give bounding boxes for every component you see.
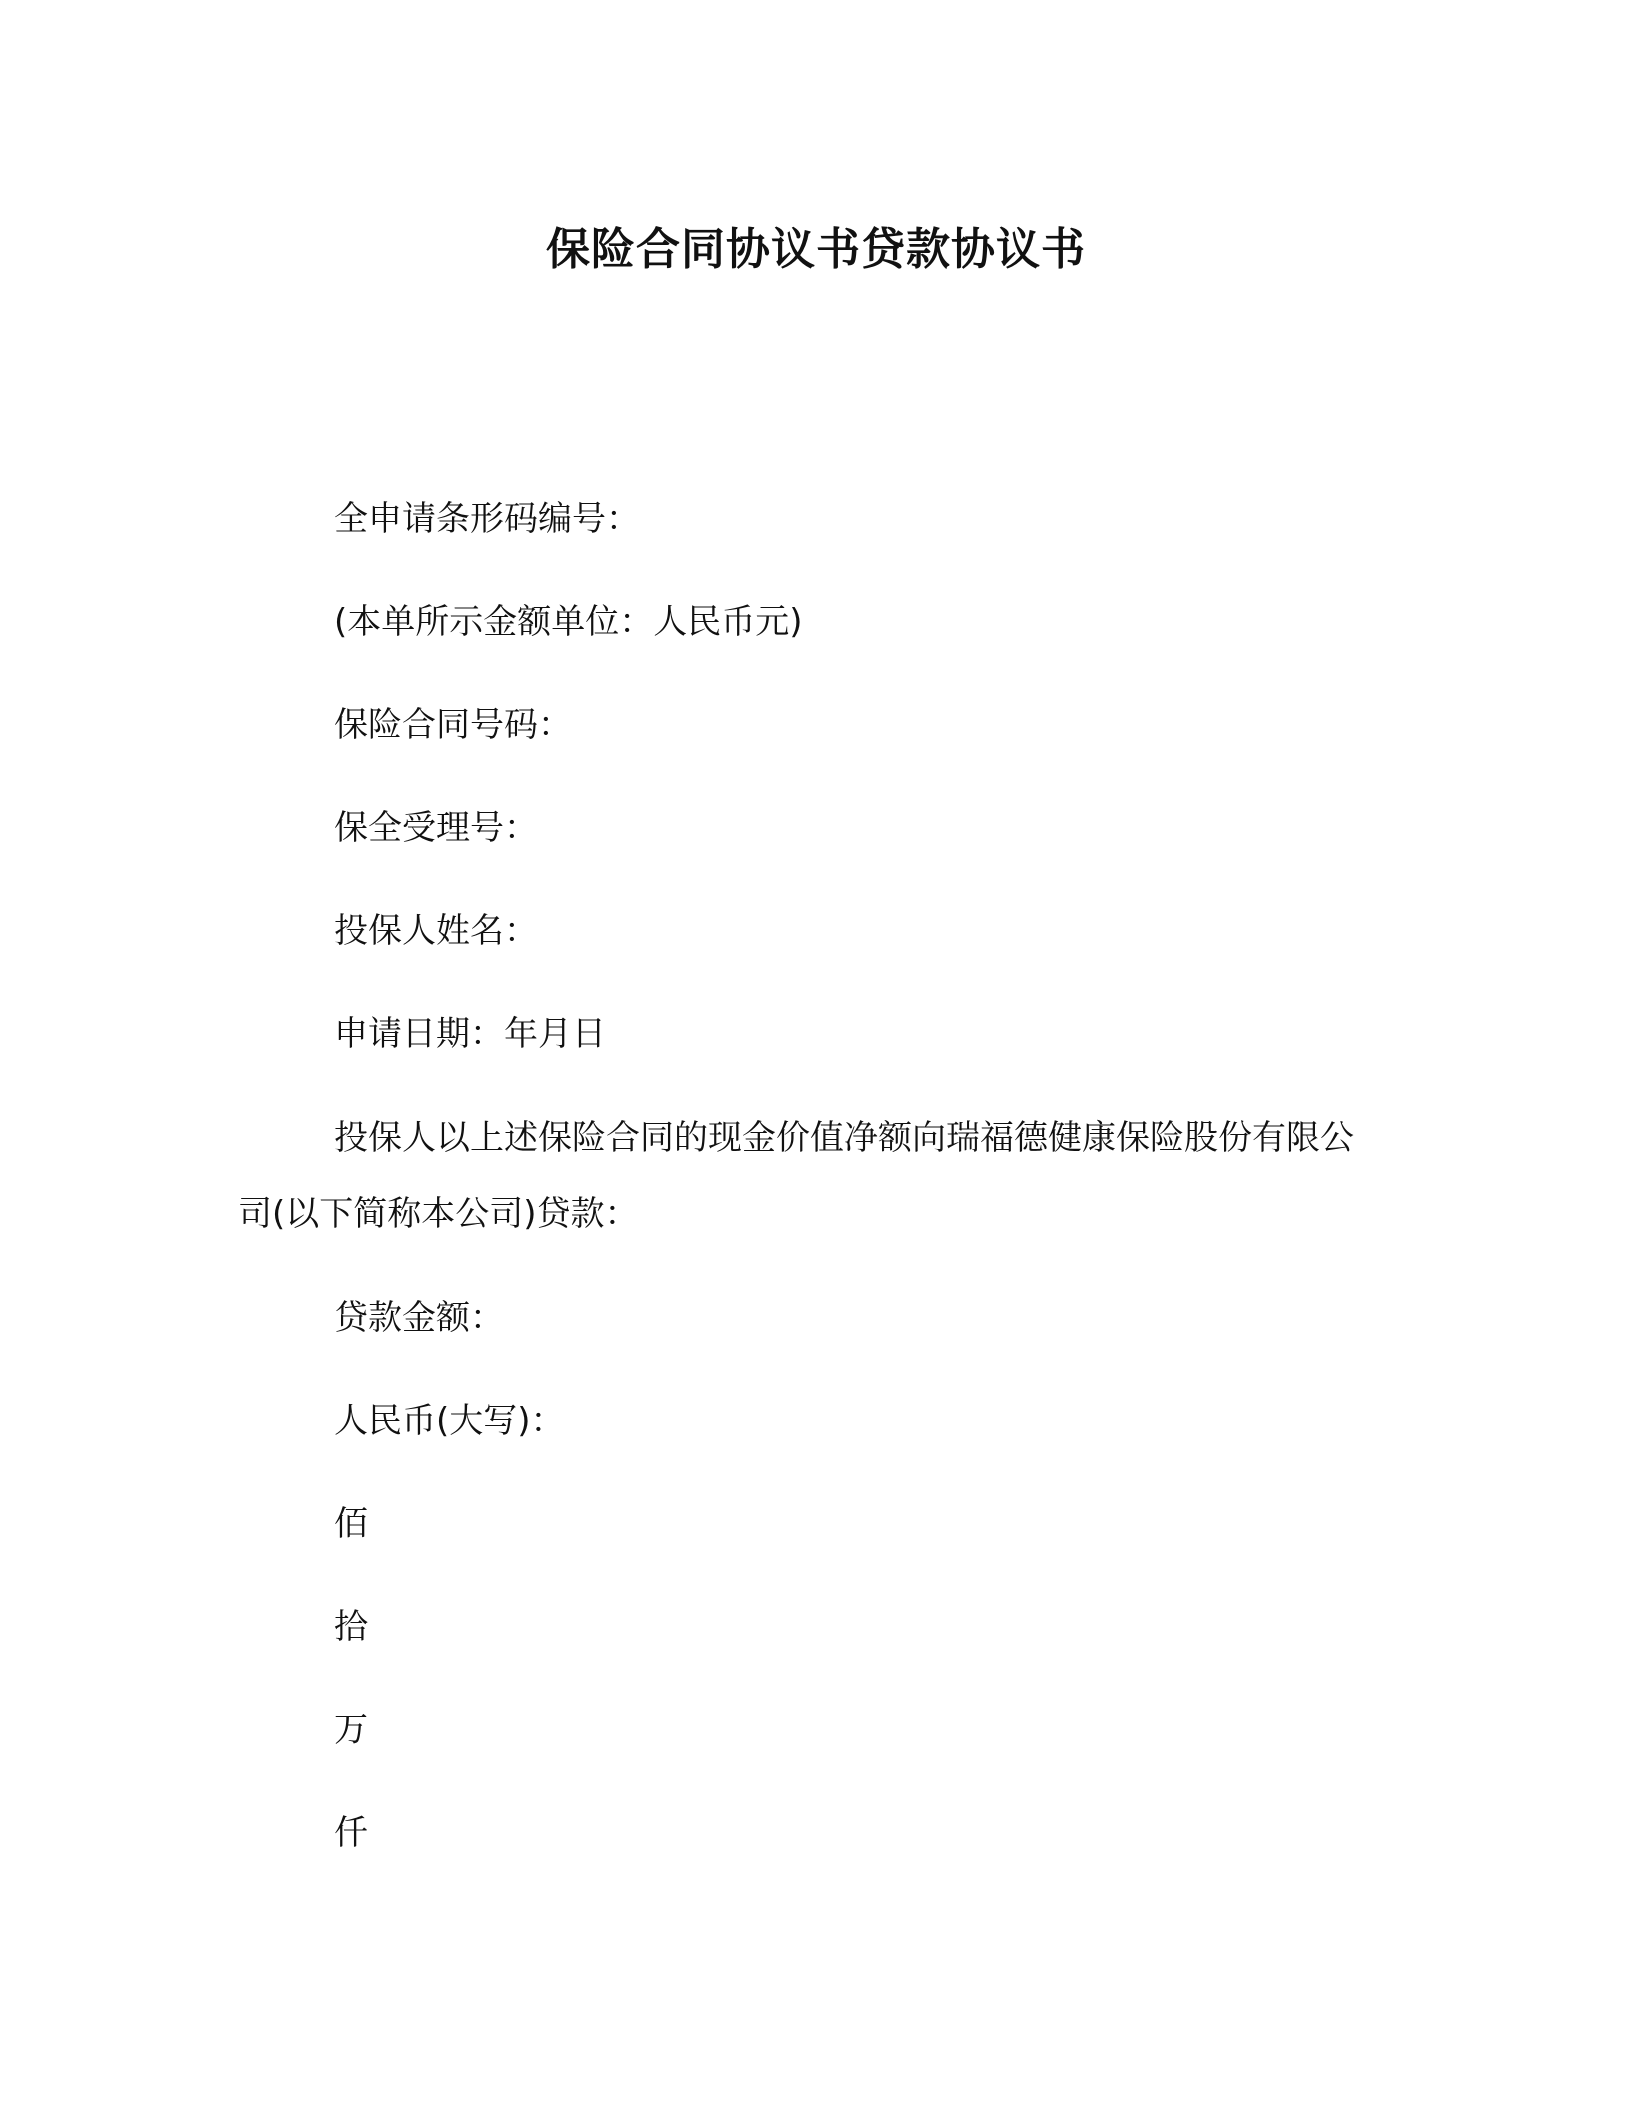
unit-shi: 拾 [334, 1607, 368, 1647]
document-title: 保险合同协议书贷款协议书 [546, 224, 1086, 275]
loan-statement-paragraph: 投保人以上述保险合同的现金价值净额向瑞福德健康保险股份有限公司(以下简称本公司)贷款： [238, 1118, 1354, 1234]
rmb-capital-label: 人民币(大写)： [334, 1401, 565, 1441]
application-date-label: 申请日期：年月日 [334, 1014, 606, 1054]
applicant-name-label: 投保人姓名： [334, 911, 538, 951]
acceptance-number-label: 保全受理号： [334, 808, 538, 848]
currency-unit-note: (本单所示金额单位：人民币元) [334, 602, 803, 642]
barcode-number-label: 全申请条形码编号： [334, 499, 640, 539]
unit-qian: 仟 [334, 1813, 368, 1853]
loan-amount-label: 贷款金额： [334, 1298, 504, 1338]
contract-number-label: 保险合同号码： [334, 705, 572, 745]
unit-bai: 佰 [334, 1504, 368, 1544]
unit-wan: 万 [334, 1710, 368, 1750]
